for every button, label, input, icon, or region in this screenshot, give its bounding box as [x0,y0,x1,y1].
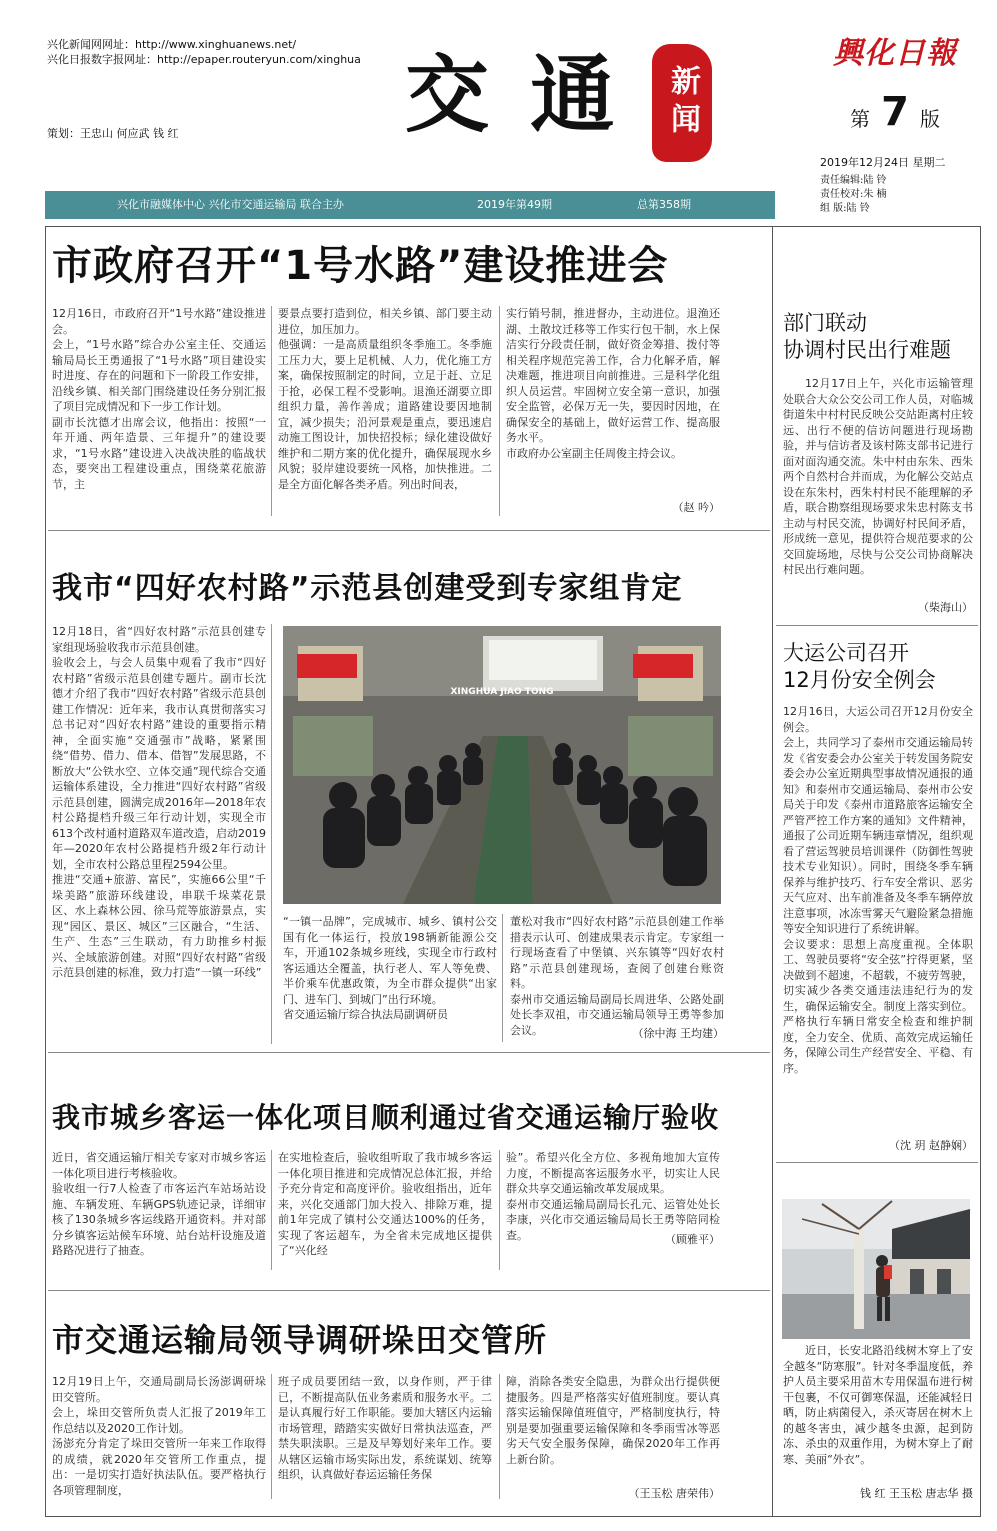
divider-2 [48,1052,770,1053]
side1-byline: （柴海山） [918,601,973,614]
article3-rule-2 [499,1150,500,1270]
side2-title [783,640,973,694]
editor-credits [820,174,980,216]
site-url: 兴化新闻网网址：http://www.xinghuanews.net/ [47,38,297,51]
side1-body: 12月17日上午，兴化市运输管理处联合大众公交公司工作人员，对临城街道朱中村村民反映公交站距离村庄较远、出行不便的信访问题进行现场勘验，并与信访者及该村陈支部书记进行面对面沟通交流。朱中村由东朱、西朱两个自然村合并而成，为化解公交站点设在东朱村，西朱村村民不能理解的矛盾，联合勘察组现场要求朱忠村陈支书主动与村民交流，协调好村民间矛盾，形成统一意见，提供符合规范要求的公交回旋场地，尽快与公交公司协商解决村民出行难问题。 [783,377,973,576]
divider-1 [48,530,770,531]
article4-col2: 班子成员要团结一致，以身作则，严于律已，不断提高队伍业务素质和服务水平。二是认真履行好工作职能。要加大辖区内运输市场管理，踏踏实实做好日常执法巡查，严禁失职渎职。三是及早筹划好来年工作。要从辖区运输市场实际出发，系统谋划、统筹组织，认真做好春运运输任务保 [278,1375,492,1481]
tree-photo-caption: 近日，长安北路沿线树木穿上了安全越冬“防寒服”。针对冬季温度低，养护人员主要采用苗木专用保温布进行树干包裹，不仅可御寒保温，还能减轻日晒，防止病菌侵入，杀灭寄居在树木上的越冬害虫，减少越冬虫源，起到防冻、杀虫的双重作用，为树木穿上了耐寒、美丽“外衣”。 [783,1344,973,1466]
article1-col2: 要景点要打造到位，相关乡镇、部门要主动进位，加压加力。 他强调：一是高质量组织冬季施工。冬季施工压力大，要上足机械、人力，优化施工方案，确保按照制定的时间，立足于赶、立足于抢，必保工程不受影响。退渔还湖要立即组织力量，善作善成；道路建设要因地制宜，减少损失；沿河景观是重点，要迅速启动施工图设计，加快招投标；绿化建设做好维护和二期方案的优化提升，确保展现水乡风貌；驳岸建设要统一风格，加快推进。二是全方面化解各类矛盾。列出时间表， [278,307,492,491]
article3-col1: 近日，省交通运输厅相关专家对市城乡客运一体化项目进行考核验收。 验收组一行7人检查了市客运汽车站场站设施、车辆发班、车辆GPS轨迹记录，详细审核了130条城乡客运线路开通资料。并对部分乡镇客运站候车环境、站台站杆设施及道路路况进行了抽查。 [52,1151,266,1257]
side1-title [783,310,973,364]
side-divider-1 [776,625,978,626]
news-seal-text: 新闻 [665,65,700,141]
page-label: 第 [850,107,870,131]
banner-orgs: 兴化市融媒体中心 兴化市交通运输局 联合主办 [117,198,344,211]
article4-col1: 12月19日上午，交通局副局长汤澎调研垛田交管所。 会上，垛田交管所负责人汇报了2019年工作总结以及2020工作计划。 汤澎充分肯定了垛田交管所一年来工作取得的成绩，就2020年交管所工作重点，提出：一是切实打造好执法队伍。要严格执行各项管理制度， [52,1375,266,1497]
side2-byline: （沈 玥 赵静娴） [889,1139,973,1152]
article2-rule-2 [502,914,503,1042]
issue-date: 2019年12月24日 星期二 [820,156,946,169]
tree-photo-byline: 钱 红 王玉松 唐志华 摄 [860,1487,973,1500]
article3-col3: 验”。希望兴化全方位、多视角地加大宣传力度，不断提高客运服务水平，切实让人民群众共享交通运输改革发展成果。 泰州市交通运输局副局长孔元、运管处处长李康，兴化市交通运输局局长王勇等陪同检查。 [506,1151,720,1242]
tree-wrapping-photo-art [782,1199,970,1339]
photo-banner-text: XINGHUA JIAO TONG [450,687,554,697]
side2-title-line2: 12月份安全例会 [783,668,936,692]
article2-byline: （徐中海 王均建） [632,1027,724,1040]
meeting-photo-art [283,626,721,904]
planning-credit: 策划：王忠山 何应武 钱 红 [47,127,179,140]
article2-col1: 12月18日，省“四好农村路”示范县创建专家组现场验收我市示范县创建。 验收会上，与会人员集中观看了我市“四好农村路”省级示范县创建专题片。副市长沈德才介绍了我市“四好农村路”省级示范县创建工作情况：近年来，我市认真贯彻落实习总书记对“四好农村路”建设的重要指示精神，全面实施“交通强市”战略，紧紧围绕“借势、借力、借本、借智”发展思路，不断放大“公铁水空、立体交通”现代综合交通运输体系建设，全力推进“四好农村路”省级示范县创建，圆满完成2016年—2018年农村公路提档升级三年行动计划，实现全市613个改村通村道路双车道改造，启动2019年—2020年农村公路提档升级2年行动计划，全市农村公路总里程2594公里。 推进“交通+旅游、富民”，实施66公里“千垛美路”旅游环线建设，串联千垛菜花景区、水上森林公园、徐马荒等旅游景点，实现“园区、景区、城区”三区融合，“生活、生产、生态”三生联动，有力助推乡村振兴、全域旅游创建。对照“四好农村路”省级示范县创建的标准，致力打造“一镇一环线” [52,625,266,979]
side-divider-2 [776,1162,978,1163]
article3-byline: （顾雅平） [665,1233,720,1246]
layout-editor-name: 组 版:陆 铃 [820,203,870,214]
page-suffix: 版 [920,107,941,131]
article1-rule-1 [271,306,272,516]
side1-title-line1: 部门联动 [783,311,867,335]
page-number: 7 [881,89,909,135]
meeting-photo [283,626,721,904]
article4-col3: 障，消除各类安全隐患，为群众出行提供便捷服务。四是严格落实好值班制度。要认真落实运输保障值班值守，严格制度执行，特别是要加强重要运输保障和冬季雨雪冰等恶劣天气安全服务保障，确保2020年工作再上新台阶。 [506,1375,720,1466]
proofreader-name: 责任校对:朱 楠 [820,189,887,200]
article2-col2: “一镇一品牌”，完成城市、城乡、镇村公交国有化一体运行，投放198辆新能源公交车，开通102条城乡班线，实现全市行政村客运通达全覆盖，执行老人、军人等免费、半价乘车优惠政策，为全市群众提供“出家门、进车门、到城门”出行环境。 省交通运输厅综合执法局副调研员 [283,915,497,1021]
article3-rule-1 [271,1150,272,1270]
article2-rule-1 [271,624,272,1044]
article4-rule-2 [499,1374,500,1499]
article1-byline: （赵 吟） [672,501,720,514]
organizers-banner [45,191,775,219]
article2-title: 我市“四好农村路”示范县创建受到专家组肯定 [52,571,683,606]
news-seal [652,44,712,162]
divider-3 [48,1290,770,1291]
newspaper-logo: 興化日報 [833,36,957,71]
article3-col2: 在实地检查后，验收组听取了我市城乡客运一体化项目推进和完成情况总体汇报，并给予充分肯定和高度评价。验收组指出，近年来，兴化交通部门加大投入、排除万难，提前1年完成了镇村公交通达100%的任务，实现了客运超车，为全省未完成地区提供了“兴化经 [278,1151,492,1257]
side-column-rule [772,226,773,1517]
banner-issue: 2019年第49期 [477,198,552,211]
article1-title: 市政府召开“1号水路”建设推进会 [52,243,669,289]
article4-title: 市交通运输局领导调研垛田交管所 [52,1321,548,1359]
article1-col1: 12月16日，市政府召开“1号水路”建设推进会。 会上，“1号水路”综合办公室主任、交通运输局局长王勇通报了“1号水路”项目建设实时进度、存在的问题和下一阶段工作安排，沿线乡镇、相关部门围绕建设任务分别汇报了项目完成情况和下一步工作计划。 副市长沈德才出席会议，他指出：按照“一年开通、两年造景、三年提升”的建设要求，“1号水路”建设进入决战决胜的临战状态，要突出工程建设重点，围绕菜花旅游节，主 [52,307,266,491]
side1-title-line2: 协调村民出行难题 [783,338,951,362]
article2-col3: 董松对我市“四好农村路”示范县创建工作举措表示认可、创建成果表示肯定。专家组一行现场查看了中堡镇、兴东镇等“四好农村路”示范县创建现场，查阅了创建台账资料。 泰州市交通运输局副局长周进华、公路处副处长李双祖，市交通运输局领导王勇等参加会议。 [510,915,724,1037]
banner-total: 总第358期 [637,198,691,211]
article4-byline: （王玉松 唐荣伟） [628,1487,720,1500]
epaper-url: 兴化日报数字报网址：http://epaper.routeryun.com/xinghua [47,53,361,66]
side2-body: 12月16日，大运公司召开12月份安全例会。 会上，共同学习了泰州市交通运输局转发《省安委会办公室关于转发国务院安委会办公室近期典型事故情况通报的通知》和泰州市交通运输局、泰州市公安局关于印发《泰州市道路旅客运输安全严管严控工作方案的通知》文件精神，通报了公司近期车辆违章情况，组织观看了营运驾驶员培训课件（防御性驾驶技术专业知识）。同时，围绕冬季车辆保养与维护技巧、行车安全常识、恶劣天气应对、出车前准备及冬季车辆停放注意事项，冰冻雪雾天气避险紧急措施等安全知识进行了系统讲解。 会议要求：思想上高度重视。全体职工、驾驶员要将“安全弦”拧得更紧，坚决做到不超速，不超载，不疲劳驾驶，切实减少各类交通违法违纪行为的发生，确保运输安全。制度上落实到位。严格执行车辆日常安全检查和维护制度，全力安全、优质、高效完成运输任务，保障公司生产经营安全、平稳、有序。 [783,705,973,1075]
article1-col3: 实行销号制，推进督办，主动进位。退渔还湖、土散坟迁移等工作实行包干制，水上保洁实行分段责任制，做好资金筹措、拨付等相关程序规范完善工作，合力化解矛盾，解决难题，推进项目向前推进。三是科学化组织人员运营。牢固树立安全第一意识，加强安全监管，必保万无一失，要因时因地，在确保安全的基础上，做好运营工作、提高服务水平。 市政府办公室副主任周俊主持会议。 [506,307,720,460]
tree-wrapping-photo [782,1199,970,1339]
article1-rule-2 [499,306,500,516]
section-title: 交 通 [405,46,621,144]
page-number-box [850,89,970,142]
article3-title: 我市城乡客运一体化项目顺利通过省交通运输厅验收 [52,1101,720,1134]
article4-rule-1 [271,1374,272,1499]
side2-title-line1: 大运公司召开 [783,641,909,665]
editor-name: 责任编辑:陆 铃 [820,175,887,186]
